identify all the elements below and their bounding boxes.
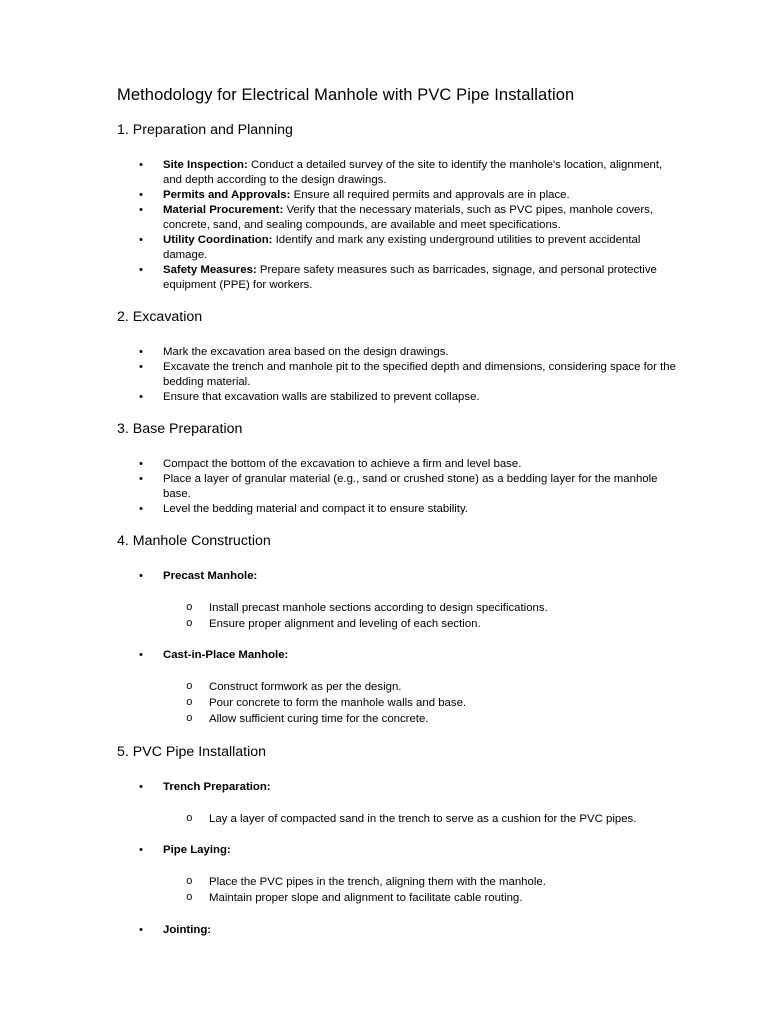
item-label: Permits and Approvals: xyxy=(163,189,291,201)
subheading-trench-preparation: • Trench Preparation: xyxy=(117,780,678,795)
base-preparation-list xyxy=(117,457,678,517)
list-item: o Allow sufficient curing time for the concrete. xyxy=(117,712,678,728)
section-title-preparation: 1. Preparation and Planning xyxy=(117,122,293,138)
list-item xyxy=(117,263,678,293)
item-label: Material Procurement: xyxy=(163,204,284,216)
subheading-list xyxy=(117,780,678,795)
precast-steps xyxy=(117,601,678,632)
list-item: o Maintain proper slope and alignment to facilitate cable routing. xyxy=(117,891,678,907)
trench-preparation-steps xyxy=(117,812,678,828)
preparation-list xyxy=(117,158,678,293)
list-item: • Compact the bottom of the excavation to achieve a firm and level base. xyxy=(117,457,678,472)
list-item: • Place a layer of granular material (e.g., sand or crushed stone) as a bedding layer for the manhole base. xyxy=(117,472,678,502)
subheading-jointing: • Jointing: xyxy=(117,923,678,938)
subheading-precast: • Precast Manhole: xyxy=(117,569,678,584)
list-item: o Ensure proper alignment and leveling of each section. xyxy=(117,617,678,633)
cast-in-place-steps xyxy=(117,680,678,727)
subheading-list xyxy=(117,843,678,858)
list-item: • Excavate the trench and manhole pit to the specified depth and dimensions, considering space for the bedding material. xyxy=(117,360,678,390)
item-label: Safety Measures: xyxy=(163,264,257,276)
list-item: o Construct formwork as per the design. xyxy=(117,680,678,696)
list-item: o Lay a layer of compacted sand in the trench to serve as a cushion for the PVC pipes. xyxy=(117,812,678,828)
subheading-list xyxy=(117,923,678,938)
list-item xyxy=(117,188,678,203)
list-item xyxy=(117,203,678,233)
excavation-list xyxy=(117,345,678,405)
list-item xyxy=(117,158,678,188)
item-text: Identify and mark any existing underground utilities to prevent accidental damage. xyxy=(163,234,641,261)
section-title-pvc-pipe-installation: 5. PVC Pipe Installation xyxy=(117,743,267,760)
section-title-base-preparation: 3. Base Preparation xyxy=(117,421,243,437)
item-text: Ensure all required permits and approvals are in place. xyxy=(290,189,570,201)
list-item: o Install precast manhole sections according to design specifications. xyxy=(117,601,678,617)
subheading-list xyxy=(117,569,678,584)
list-item: • Mark the excavation area based on the design drawings. xyxy=(117,345,678,360)
subheading-list xyxy=(117,648,678,663)
item-text: Verify that the necessary materials, such as PVC pipes, manhole covers, concrete, sand, and sealing compounds, are available and meet specifications. xyxy=(163,204,654,231)
item-text: Conduct a detailed survey of the site to identify the manhole's location, alignment, and depth according to the design drawings. xyxy=(163,159,663,186)
list-item xyxy=(117,233,678,263)
subheading-cast-in-place: • Cast-in-Place Manhole: xyxy=(117,648,678,663)
list-item: o Pour concrete to form the manhole walls and base. xyxy=(117,696,678,712)
list-item: o Place the PVC pipes in the trench, aligning them with the manhole. xyxy=(117,875,678,891)
item-label: Utility Coordination: xyxy=(163,234,273,246)
item-label: Site Inspection: xyxy=(163,159,248,171)
document-title: Methodology for Electrical Manhole with PVC Pipe Installation xyxy=(117,86,575,104)
section-title-manhole-construction: 4. Manhole Construction xyxy=(117,533,271,549)
pipe-laying-steps xyxy=(117,875,678,906)
section-title-excavation: 2. Excavation xyxy=(117,309,203,325)
item-text: Prepare safety measures such as barricades, signage, and personal protective equipment (PPE) for workers. xyxy=(163,264,657,291)
list-item: • Ensure that excavation walls are stabilized to prevent collapse. xyxy=(117,390,678,405)
subheading-pipe-laying: • Pipe Laying: xyxy=(117,843,678,858)
list-item: • Level the bedding material and compact it to ensure stability. xyxy=(117,502,678,517)
